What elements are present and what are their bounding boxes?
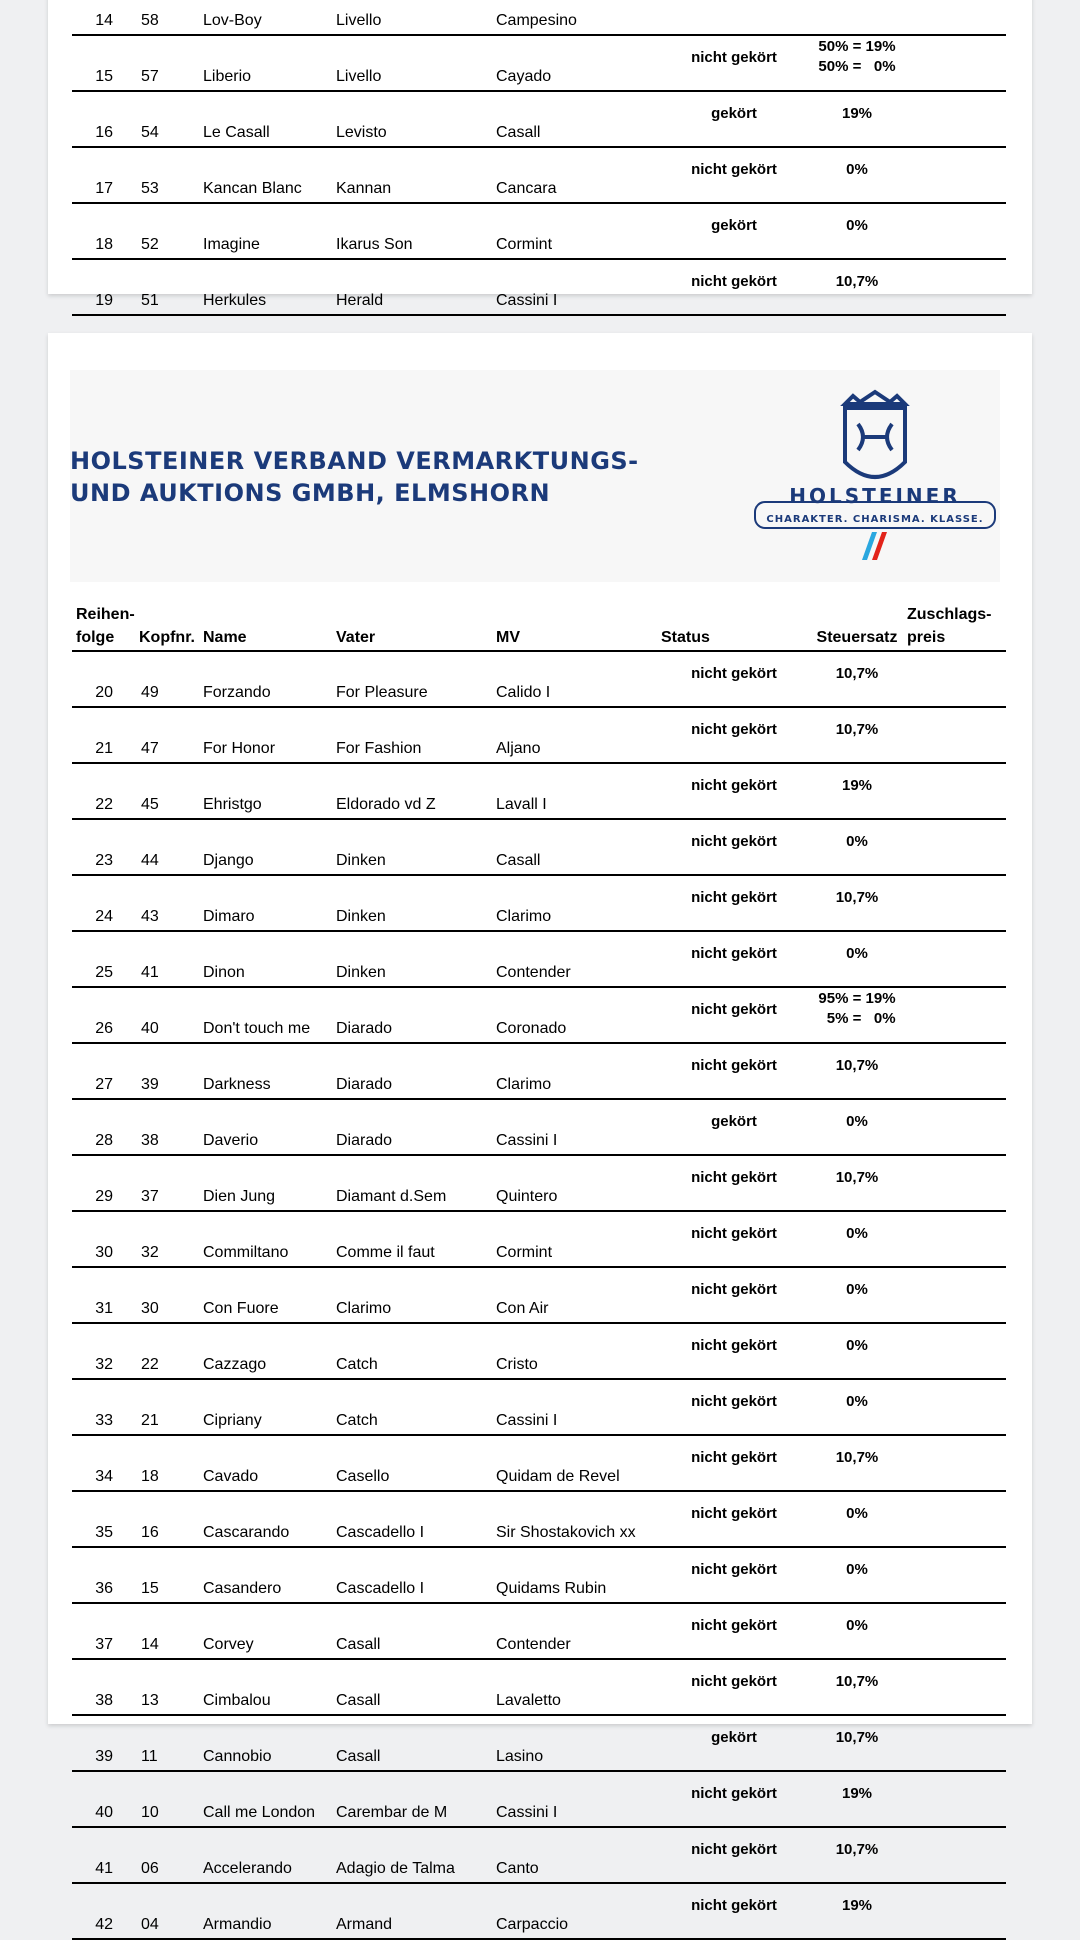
tax-cell: 10,7% <box>807 1043 907 1099</box>
status-cell: nicht gekört <box>661 1043 807 1099</box>
kopfnr-cell: 32 <box>139 1211 203 1267</box>
table-row <box>72 1715 1006 1771</box>
mv-cell: Calido I <box>496 651 661 707</box>
table-row <box>72 763 1006 819</box>
seq-cell: 38 <box>72 1659 139 1715</box>
seq-cell: 18 <box>72 203 139 259</box>
seq-cell: 39 <box>72 1715 139 1771</box>
seq-cell: 32 <box>72 1323 139 1379</box>
logo-tagline-text: CHARAKTER. CHARISMA. KLASSE. <box>766 514 984 525</box>
vater-cell: For Pleasure <box>336 651 496 707</box>
tax-cell: 10,7% <box>807 875 907 931</box>
status-cell: nicht gekört <box>661 819 807 875</box>
kopfnr-cell: 44 <box>139 819 203 875</box>
kopfnr-cell: 11 <box>139 1715 203 1771</box>
mv-cell: Contender <box>496 1603 661 1659</box>
name-cell: Dinon <box>203 931 336 987</box>
kopfnr-cell: 58 <box>139 0 203 35</box>
status-cell: nicht gekört <box>661 1155 807 1211</box>
kopfnr-cell: 45 <box>139 763 203 819</box>
tax-cell <box>807 35 907 91</box>
status-cell: nicht gekört <box>661 707 807 763</box>
table-row <box>72 1155 1006 1211</box>
name-cell: Casandero <box>203 1547 336 1603</box>
mv-cell: Cancara <box>496 147 661 203</box>
kopfnr-cell: 06 <box>139 1827 203 1883</box>
name-cell: Liberio <box>203 35 336 91</box>
price-cell <box>907 203 1006 259</box>
vater-cell: Carembar de M <box>336 1771 496 1827</box>
vater-cell: Catch <box>336 1323 496 1379</box>
vater-cell: Livello <box>336 35 496 91</box>
name-cell: Forzando <box>203 651 336 707</box>
kopfnr-cell: 18 <box>139 1435 203 1491</box>
document-page-1 <box>48 0 1032 309</box>
kopfnr-cell: 14 <box>139 1603 203 1659</box>
status-cell <box>661 0 807 35</box>
name-cell: Dimaro <box>203 875 336 931</box>
horse-table-page-2 <box>72 603 1006 1940</box>
vater-cell: Casall <box>336 1603 496 1659</box>
status-cell: nicht gekört <box>661 1379 807 1435</box>
header-kopfnr: Kopfnr. <box>139 603 203 651</box>
tax-cell: 0% <box>807 1267 907 1323</box>
vater-cell: Adagio de Talma <box>336 1827 496 1883</box>
seq-cell: 36 <box>72 1547 139 1603</box>
vater-cell: Dinken <box>336 931 496 987</box>
kopfnr-cell: 40 <box>139 987 203 1043</box>
status-cell: nicht gekört <box>661 1603 807 1659</box>
kopfnr-cell: 21 <box>139 1379 203 1435</box>
seq-cell: 27 <box>72 1043 139 1099</box>
tax-cell: 0% <box>807 147 907 203</box>
status-cell: nicht gekört <box>661 1659 807 1715</box>
status-cell: nicht gekört <box>661 1323 807 1379</box>
price-cell <box>907 1715 1006 1771</box>
vater-cell: Eldorado vd Z <box>336 763 496 819</box>
tax-cell: 19% <box>807 1771 907 1827</box>
price-cell <box>907 91 1006 147</box>
seq-cell: 22 <box>72 763 139 819</box>
table-row <box>72 91 1006 147</box>
tax-cell: 10,7% <box>807 1435 907 1491</box>
document-page-2 <box>48 333 1032 1933</box>
table-row <box>72 1267 1006 1323</box>
table-row <box>72 1827 1006 1883</box>
mv-cell: Quidams Rubin <box>496 1547 661 1603</box>
mv-cell: Casall <box>496 91 661 147</box>
price-cell <box>907 1659 1006 1715</box>
name-cell: Django <box>203 819 336 875</box>
vater-cell: Livello <box>336 0 496 35</box>
tax-cell: 0% <box>807 1099 907 1155</box>
name-cell: Call me London <box>203 1771 336 1827</box>
mv-cell: Campesino <box>496 0 661 35</box>
seq-cell: 17 <box>72 147 139 203</box>
vater-cell: Cascadello I <box>336 1491 496 1547</box>
status-cell: nicht gekört <box>661 1267 807 1323</box>
tax-cell: 10,7% <box>807 651 907 707</box>
mv-cell: Con Air <box>496 1267 661 1323</box>
kopfnr-cell: 41 <box>139 931 203 987</box>
status-cell: nicht gekört <box>661 1883 807 1939</box>
kopfnr-cell: 15 <box>139 1547 203 1603</box>
mv-cell: Cassini I <box>496 1099 661 1155</box>
tax-split-line: 50% = 19% <box>818 38 896 55</box>
kopfnr-cell: 53 <box>139 147 203 203</box>
vater-cell: Diarado <box>336 987 496 1043</box>
mv-cell: Cormint <box>496 1211 661 1267</box>
mv-cell: Lavaletto <box>496 1659 661 1715</box>
status-cell: nicht gekört <box>661 1827 807 1883</box>
status-cell: nicht gekört <box>661 875 807 931</box>
mv-cell: Cristo <box>496 1323 661 1379</box>
tax-cell: 10,7% <box>807 1715 907 1771</box>
tax-cell: 10,7% <box>807 707 907 763</box>
seq-cell: 33 <box>72 1379 139 1435</box>
header-seq: Reihen- folge <box>72 603 139 651</box>
price-cell <box>907 651 1006 707</box>
status-cell: nicht gekört <box>661 651 807 707</box>
seq-cell: 30 <box>72 1211 139 1267</box>
table-row <box>72 1043 1006 1099</box>
mv-cell: Clarimo <box>496 1043 661 1099</box>
holsteiner-logo <box>750 382 1000 572</box>
name-cell: Corvey <box>203 1603 336 1659</box>
name-cell: Le Casall <box>203 91 336 147</box>
kopfnr-cell: 57 <box>139 35 203 91</box>
price-cell <box>907 1211 1006 1267</box>
name-cell: Con Fuore <box>203 1267 336 1323</box>
mv-cell: Lasino <box>496 1715 661 1771</box>
name-cell: Armandio <box>203 1883 336 1939</box>
kopfnr-cell: 16 <box>139 1491 203 1547</box>
tax-cell: 0% <box>807 1379 907 1435</box>
name-cell: Commiltano <box>203 1211 336 1267</box>
table-row <box>72 1603 1006 1659</box>
table-row <box>72 1883 1006 1939</box>
status-cell: nicht gekört <box>661 35 807 91</box>
kopfnr-cell: 10 <box>139 1771 203 1827</box>
tax-cell: 0% <box>807 931 907 987</box>
kopfnr-cell: 52 <box>139 203 203 259</box>
mv-cell: Casall <box>496 819 661 875</box>
price-cell <box>907 1155 1006 1211</box>
tax-cell: 0% <box>807 1491 907 1547</box>
table-row <box>72 1379 1006 1435</box>
price-cell <box>907 35 1006 91</box>
header-status: Status <box>661 603 807 651</box>
tax-cell: 19% <box>807 763 907 819</box>
mv-cell: Quidam de Revel <box>496 1435 661 1491</box>
mv-cell: Cassini I <box>496 259 661 315</box>
header-mv: MV <box>496 603 661 651</box>
name-cell: Cipriany <box>203 1379 336 1435</box>
tax-split-line: 95% = 19% <box>818 990 896 1007</box>
vater-cell: Dinken <box>336 875 496 931</box>
seq-cell: 35 <box>72 1491 139 1547</box>
table-row <box>72 707 1006 763</box>
kopfnr-cell: 51 <box>139 259 203 315</box>
vater-cell: Cascadello I <box>336 1547 496 1603</box>
seq-cell: 34 <box>72 1435 139 1491</box>
vater-cell: Casall <box>336 1659 496 1715</box>
table-header-row <box>72 603 1006 651</box>
kopfnr-cell: 37 <box>139 1155 203 1211</box>
vater-cell: Catch <box>336 1379 496 1435</box>
seq-cell: 42 <box>72 1883 139 1939</box>
table-row <box>72 1323 1006 1379</box>
vater-cell: Comme il faut <box>336 1211 496 1267</box>
table-row <box>72 203 1006 259</box>
name-cell: Imagine <box>203 203 336 259</box>
price-cell <box>907 1099 1006 1155</box>
kopfnr-cell: 30 <box>139 1267 203 1323</box>
price-cell <box>907 259 1006 315</box>
table-row <box>72 875 1006 931</box>
kopfnr-cell: 13 <box>139 1659 203 1715</box>
header-name: Name <box>203 603 336 651</box>
status-cell: nicht gekört <box>661 987 807 1043</box>
vater-cell: Armand <box>336 1883 496 1939</box>
price-cell <box>907 987 1006 1043</box>
vater-cell: Levisto <box>336 91 496 147</box>
seq-cell: 23 <box>72 819 139 875</box>
status-cell: gekört <box>661 203 807 259</box>
name-cell: Herkules <box>203 259 336 315</box>
name-cell: Cimbalou <box>203 1659 336 1715</box>
status-cell: nicht gekört <box>661 147 807 203</box>
table-row <box>72 1211 1006 1267</box>
seq-cell: 28 <box>72 1099 139 1155</box>
tax-split-line: 5% = 0% <box>826 1010 896 1027</box>
price-cell <box>907 1603 1006 1659</box>
tax-cell: 0% <box>807 1603 907 1659</box>
price-cell <box>907 875 1006 931</box>
tax-cell: 19% <box>807 91 907 147</box>
tax-split-line: 50% = 0% <box>818 58 896 75</box>
price-cell <box>907 1435 1006 1491</box>
vater-cell: Diarado <box>336 1043 496 1099</box>
price-cell <box>907 1323 1006 1379</box>
price-cell <box>907 147 1006 203</box>
status-cell: gekört <box>661 91 807 147</box>
vater-cell: For Fashion <box>336 707 496 763</box>
header-banner <box>70 370 1000 582</box>
kopfnr-cell: 49 <box>139 651 203 707</box>
table-row <box>72 931 1006 987</box>
seq-cell: 26 <box>72 987 139 1043</box>
crown-shield-icon <box>845 392 905 477</box>
kopfnr-cell: 43 <box>139 875 203 931</box>
price-cell <box>907 1827 1006 1883</box>
mv-cell: Carpaccio <box>496 1883 661 1939</box>
status-cell: nicht gekört <box>661 1771 807 1827</box>
seq-cell: 21 <box>72 707 139 763</box>
seq-cell: 40 <box>72 1771 139 1827</box>
vater-cell: Herald <box>336 259 496 315</box>
vater-cell: Kannan <box>336 147 496 203</box>
status-cell: nicht gekört <box>661 1491 807 1547</box>
price-cell <box>907 0 1006 35</box>
mv-cell: Cassini I <box>496 1771 661 1827</box>
header-tax: Steuersatz <box>807 603 907 651</box>
table-row <box>72 987 1006 1043</box>
seq-cell: 37 <box>72 1603 139 1659</box>
title-line-1: HOLSTEINER VERBAND VERMARKTUNGS- <box>70 447 639 475</box>
seq-cell: 14 <box>72 0 139 35</box>
name-cell: Accelerando <box>203 1827 336 1883</box>
price-cell <box>907 1379 1006 1435</box>
mv-cell: Coronado <box>496 987 661 1043</box>
logo-brand-text: HOLSTEINER <box>789 484 961 508</box>
mv-cell: Lavall I <box>496 763 661 819</box>
vater-cell: Diamant d.Sem <box>336 1155 496 1211</box>
table-row <box>72 1491 1006 1547</box>
name-cell: Cavado <box>203 1435 336 1491</box>
price-cell <box>907 819 1006 875</box>
mv-cell: Cayado <box>496 35 661 91</box>
table-row <box>72 651 1006 707</box>
tax-cell: 0% <box>807 1547 907 1603</box>
price-cell <box>907 931 1006 987</box>
table-row <box>72 819 1006 875</box>
table-row <box>72 1659 1006 1715</box>
tax-cell: 0% <box>807 1323 907 1379</box>
header-price: Zuschlags- preis <box>907 603 1006 651</box>
tax-cell: 10,7% <box>807 259 907 315</box>
mv-cell: Quintero <box>496 1155 661 1211</box>
price-cell <box>907 1043 1006 1099</box>
table-row <box>72 0 1006 35</box>
tax-cell <box>807 987 907 1043</box>
name-cell: Ehristgo <box>203 763 336 819</box>
status-cell: gekört <box>661 1715 807 1771</box>
name-cell: Daverio <box>203 1099 336 1155</box>
name-cell: Kancan Blanc <box>203 147 336 203</box>
status-cell: nicht gekört <box>661 259 807 315</box>
vater-cell: Dinken <box>336 819 496 875</box>
table-row <box>72 1771 1006 1827</box>
status-cell: nicht gekört <box>661 763 807 819</box>
mv-cell: Sir Shostakovich xx <box>496 1491 661 1547</box>
header-vater: Vater <box>336 603 496 651</box>
status-cell: gekört <box>661 1099 807 1155</box>
price-cell <box>907 1267 1006 1323</box>
seq-cell: 19 <box>72 259 139 315</box>
mv-cell: Canto <box>496 1827 661 1883</box>
vater-cell: Casello <box>336 1435 496 1491</box>
tax-cell: 10,7% <box>807 1659 907 1715</box>
vater-cell: Ikarus Son <box>336 203 496 259</box>
table-row <box>72 259 1006 315</box>
name-cell: Cannobio <box>203 1715 336 1771</box>
kopfnr-cell: 54 <box>139 91 203 147</box>
seq-cell: 31 <box>72 1267 139 1323</box>
seq-cell: 20 <box>72 651 139 707</box>
name-cell: Lov-Boy <box>203 0 336 35</box>
name-cell: Cazzago <box>203 1323 336 1379</box>
seq-cell: 41 <box>72 1827 139 1883</box>
price-cell <box>907 707 1006 763</box>
price-cell <box>907 1883 1006 1939</box>
title-line-2: UND AUKTIONS GMBH, ELMSHORN <box>70 479 551 507</box>
table-row <box>72 1547 1006 1603</box>
horse-table-page-1 <box>72 0 1006 316</box>
price-cell <box>907 1491 1006 1547</box>
seq-cell: 25 <box>72 931 139 987</box>
table-row <box>72 35 1006 91</box>
name-cell: Don't touch me <box>203 987 336 1043</box>
mv-cell: Aljano <box>496 707 661 763</box>
kopfnr-cell: 39 <box>139 1043 203 1099</box>
name-cell: Dien Jung <box>203 1155 336 1211</box>
name-cell: For Honor <box>203 707 336 763</box>
mv-cell: Cassini I <box>496 1379 661 1435</box>
mv-cell: Cormint <box>496 203 661 259</box>
vater-cell: Casall <box>336 1715 496 1771</box>
seq-cell: 24 <box>72 875 139 931</box>
table-row <box>72 1099 1006 1155</box>
name-cell: Darkness <box>203 1043 336 1099</box>
tax-cell: 0% <box>807 1211 907 1267</box>
vater-cell: Clarimo <box>336 1267 496 1323</box>
seq-cell: 15 <box>72 35 139 91</box>
status-cell: nicht gekört <box>661 931 807 987</box>
vater-cell: Diarado <box>336 1099 496 1155</box>
tax-cell: 0% <box>807 819 907 875</box>
name-cell: Cascarando <box>203 1491 336 1547</box>
price-cell <box>907 1547 1006 1603</box>
price-cell <box>907 763 1006 819</box>
tax-cell: 19% <box>807 1883 907 1939</box>
table-row <box>72 147 1006 203</box>
status-cell: nicht gekört <box>661 1211 807 1267</box>
tax-cell: 10,7% <box>807 1827 907 1883</box>
seq-cell: 29 <box>72 1155 139 1211</box>
status-cell: nicht gekört <box>661 1435 807 1491</box>
mv-cell: Contender <box>496 931 661 987</box>
tax-cell: 10,7% <box>807 1155 907 1211</box>
kopfnr-cell: 04 <box>139 1883 203 1939</box>
tax-cell <box>807 0 907 35</box>
kopfnr-cell: 47 <box>139 707 203 763</box>
tax-cell: 0% <box>807 203 907 259</box>
table-row <box>72 1435 1006 1491</box>
kopfnr-cell: 22 <box>139 1323 203 1379</box>
status-cell: nicht gekört <box>661 1547 807 1603</box>
seq-cell: 16 <box>72 91 139 147</box>
kopfnr-cell: 38 <box>139 1099 203 1155</box>
price-cell <box>907 1771 1006 1827</box>
organization-title <box>70 445 639 509</box>
mv-cell: Clarimo <box>496 875 661 931</box>
